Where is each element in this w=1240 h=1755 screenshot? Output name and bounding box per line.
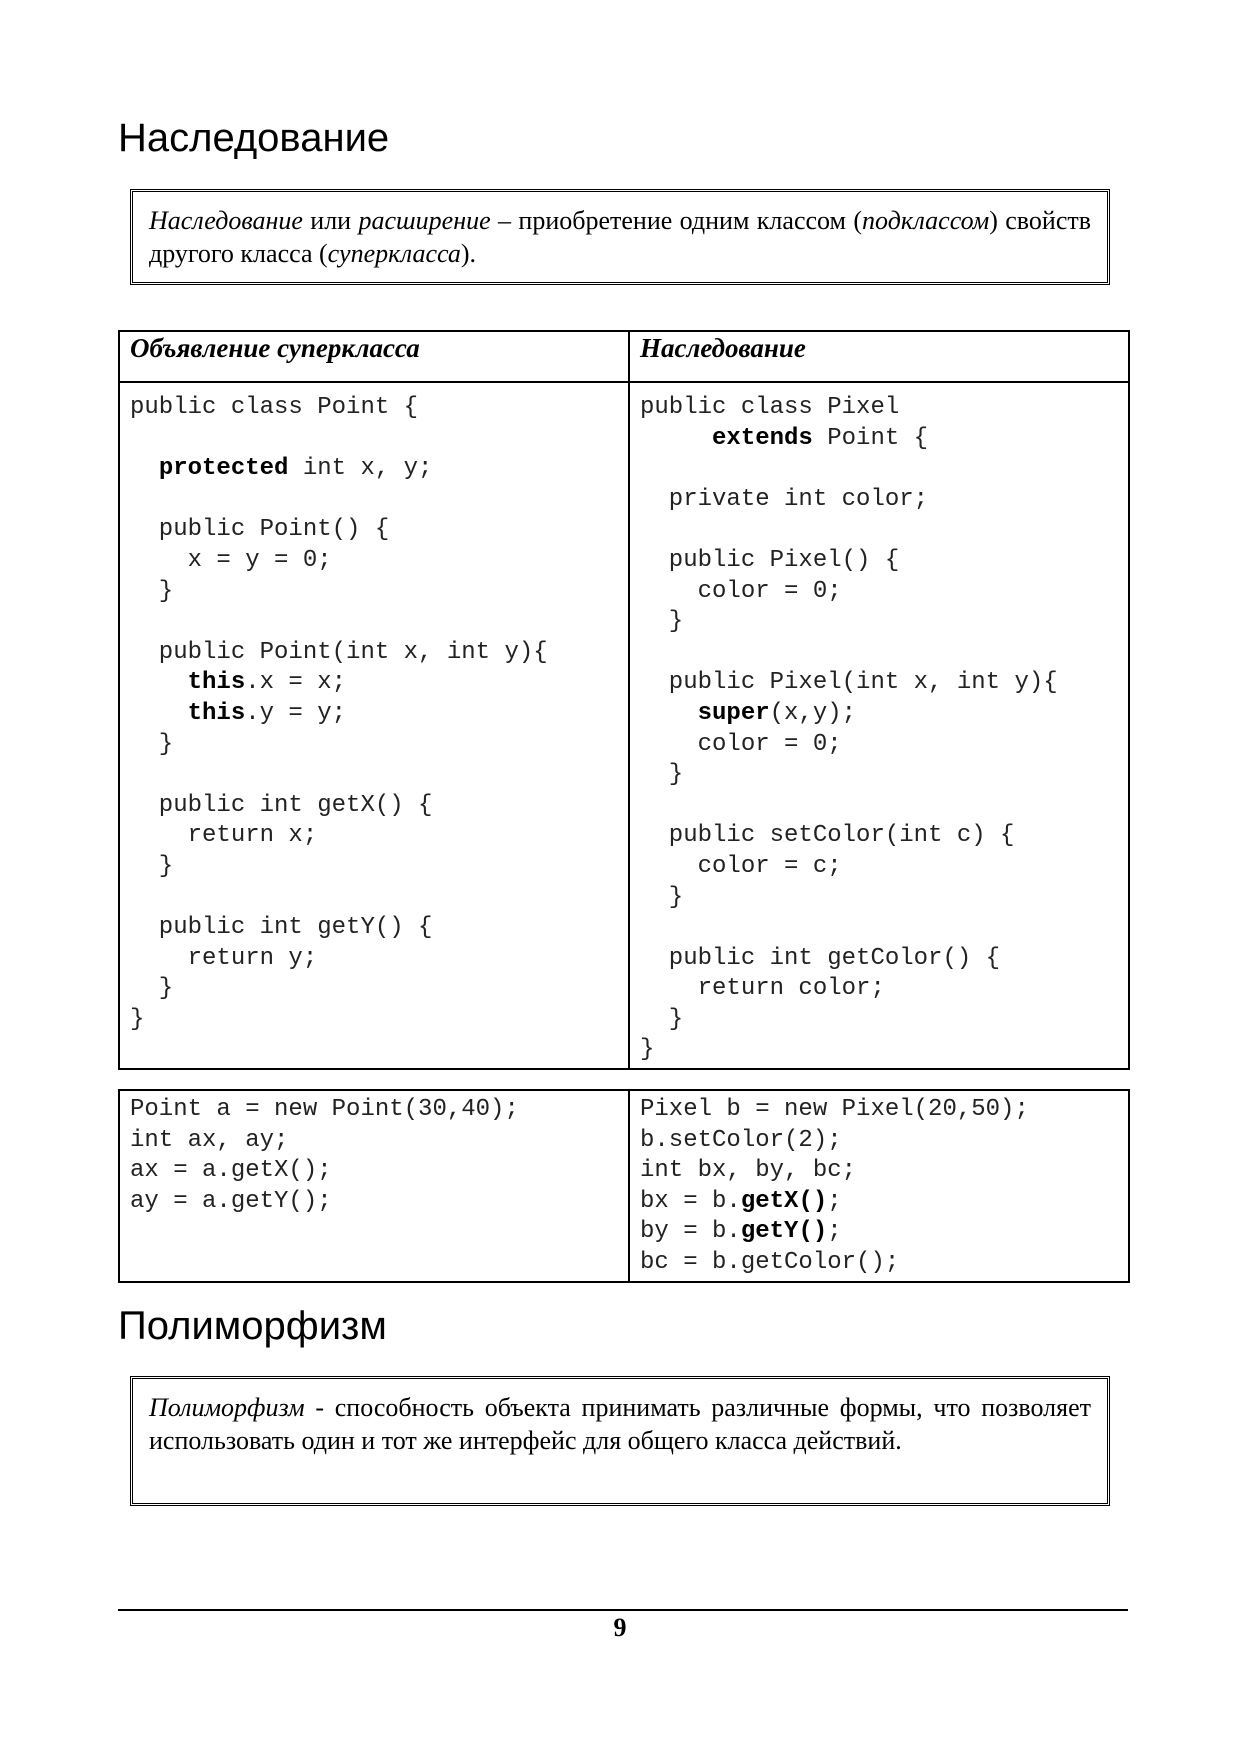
code-keyword: getX() xyxy=(740,1187,828,1215)
footer-rule xyxy=(118,1609,1128,1611)
inheritance-title: Наследование xyxy=(118,116,390,160)
pixel-usage-code xyxy=(640,1095,1128,1279)
code-line: color = 0; xyxy=(640,577,842,605)
code-line: private int color; xyxy=(640,485,929,513)
subclass-header: Наследование xyxy=(629,331,1129,382)
code-line: public Pixel() { xyxy=(640,546,900,574)
definition-fragment: ). xyxy=(460,239,477,268)
code-line: public class Pixel xyxy=(640,394,900,421)
code-line: this.y = y; xyxy=(187,699,347,727)
definition-fragment: или xyxy=(302,206,359,235)
code-line: return x; xyxy=(130,822,318,850)
code-line: } xyxy=(640,883,684,911)
code-line: } xyxy=(130,852,174,880)
code-line: x = y = 0; xyxy=(130,546,332,574)
code-line: } xyxy=(130,1005,145,1033)
superclass-header: Объявление суперкласса xyxy=(119,331,629,382)
inheritance-definition-box xyxy=(130,189,1110,285)
definition-fragment: - способность объекта принимать различные формы, что позволяет использовать один и тот же интерфейс для общего класса действий. xyxy=(149,1393,1091,1455)
inheritance-definition-text xyxy=(149,204,1091,270)
code-line: return color; xyxy=(640,975,885,1003)
polymorphism-title: Полиморфизм xyxy=(118,1304,387,1348)
code-line: this.x = x; xyxy=(187,669,347,697)
code-keyword: this xyxy=(187,669,246,697)
code-line: color = 0; xyxy=(640,730,842,758)
code-line: Point a = new Point(30,40); xyxy=(130,1096,519,1123)
definition-term: суперкласса xyxy=(327,239,461,268)
code-line: ay = a.getY(); xyxy=(130,1187,332,1215)
superclass-code xyxy=(130,393,628,1035)
code-line: public setColor(int c) { xyxy=(640,822,1015,850)
definition-fragment: – приобретение одним классом ( xyxy=(490,206,863,235)
code-line: by = b.getY(); xyxy=(640,1218,842,1246)
code-line: } xyxy=(130,577,174,605)
code-line: super(x,y); xyxy=(697,699,857,727)
code-keyword: getY() xyxy=(740,1218,828,1246)
definition-fragment: ) свойств другого класса ( xyxy=(149,206,1091,268)
code-line: public Point() { xyxy=(130,516,390,544)
definition-term: Полиморфизм xyxy=(149,1393,305,1422)
code-line: } xyxy=(640,761,684,789)
code-line: public Point(int x, int y){ xyxy=(130,638,548,666)
code-line: } xyxy=(640,1005,684,1033)
code-line: color = c; xyxy=(640,852,842,880)
code-line: int bx, by, bc; xyxy=(640,1157,857,1185)
code-line: } xyxy=(640,1036,655,1064)
subclass-code xyxy=(640,393,1128,1066)
code-keyword: this xyxy=(187,699,246,727)
code-line: ax = a.getX(); xyxy=(130,1157,332,1185)
polymorphism-definition-text xyxy=(149,1391,1091,1457)
code-line: public Pixel(int x, int y){ xyxy=(640,669,1058,697)
point-usage-code xyxy=(130,1095,628,1217)
usage-code-table xyxy=(118,1089,1130,1283)
code-line: bx = b.getX(); xyxy=(640,1187,842,1215)
code-line: public int getY() { xyxy=(130,914,433,942)
code-line: extends Point { xyxy=(712,424,929,452)
definition-term: расширение xyxy=(358,206,491,235)
code-line: } xyxy=(130,730,174,758)
code-line: protected int x, y; xyxy=(158,455,433,483)
code-line: public int getColor() { xyxy=(640,944,1001,972)
code-line: Pixel b = new Pixel(20,50); xyxy=(640,1096,1029,1123)
definition-term: Наследование xyxy=(149,206,303,235)
code-line: b.setColor(2); xyxy=(640,1126,842,1154)
code-line: bc = b.getColor(); xyxy=(640,1248,900,1276)
code-keyword: super xyxy=(697,699,770,727)
code-line: int ax, ay; xyxy=(130,1126,289,1154)
polymorphism-definition-box xyxy=(130,1376,1110,1506)
code-line: } xyxy=(130,975,174,1003)
definition-term: подклассом xyxy=(862,206,990,235)
code-line: return y; xyxy=(130,944,318,972)
class-code-table xyxy=(118,330,1130,1070)
page-number: 9 xyxy=(613,1613,627,1642)
code-line: public int getX() { xyxy=(130,791,433,819)
code-keyword: extends xyxy=(712,424,813,452)
code-line: } xyxy=(640,608,684,636)
code-keyword: protected xyxy=(158,455,289,483)
code-line: public class Point { xyxy=(130,394,419,421)
